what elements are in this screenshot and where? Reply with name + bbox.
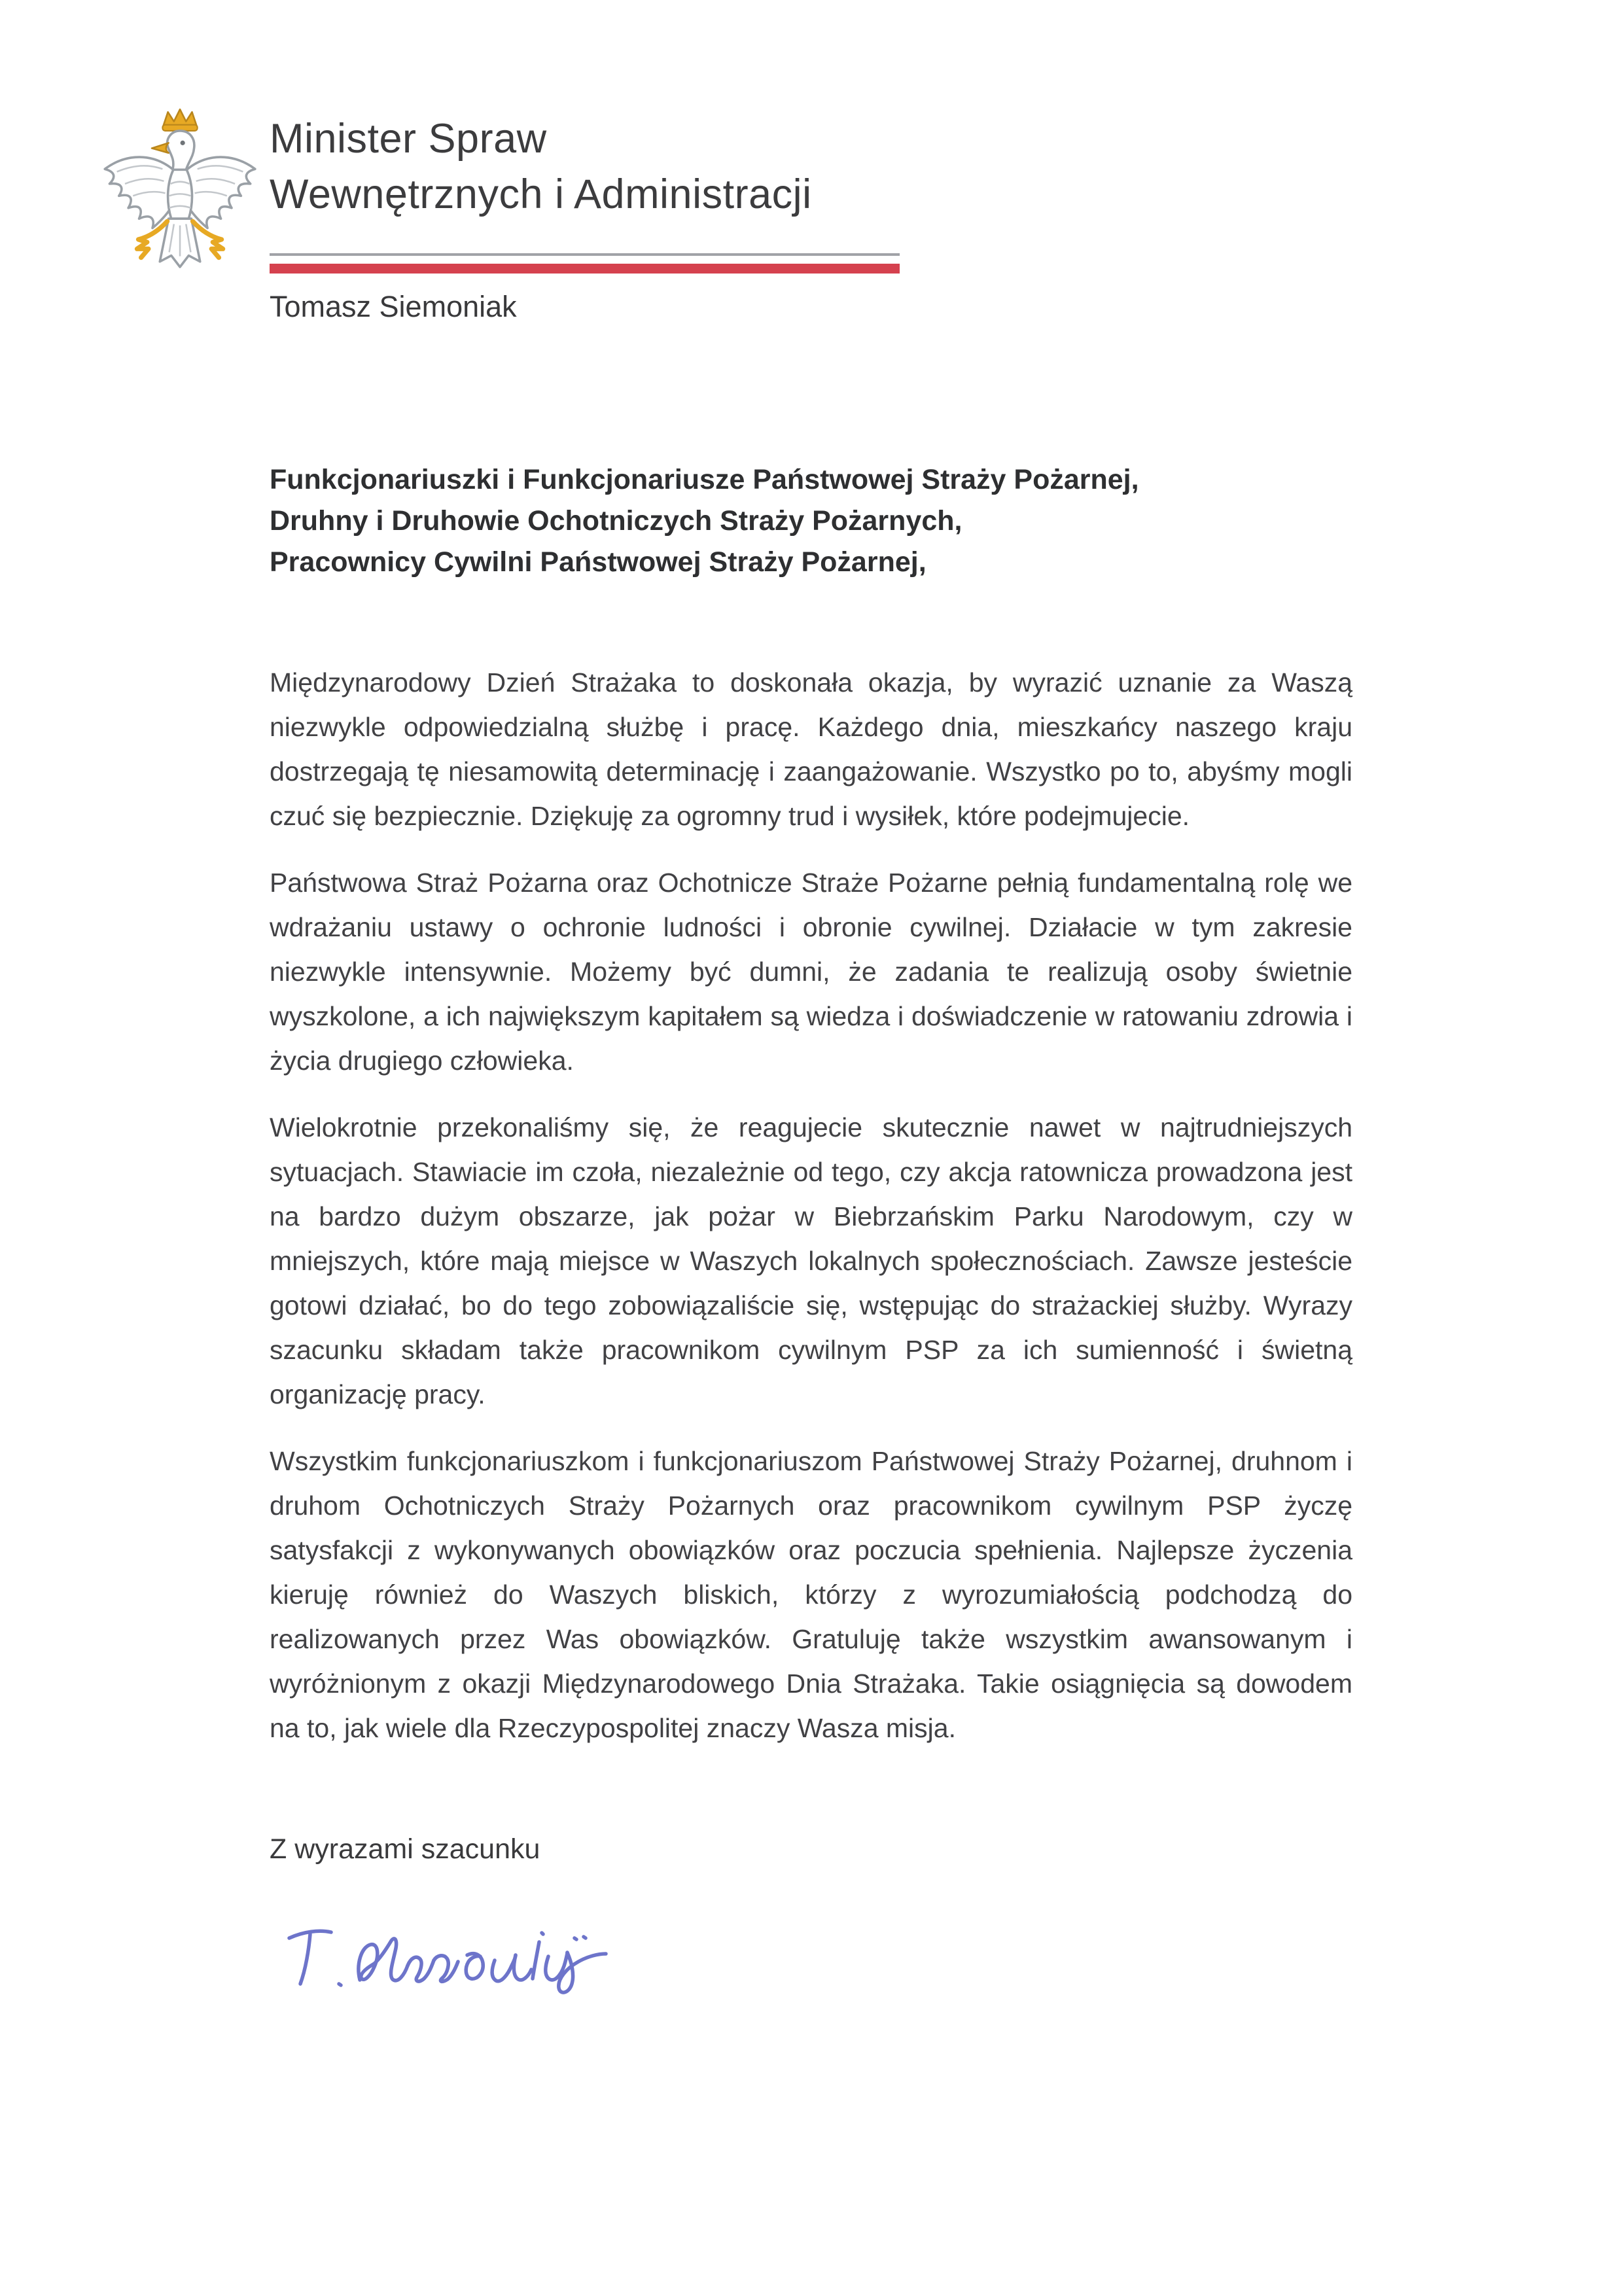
minister-name: Tomasz Siemoniak: [270, 290, 517, 323]
salutation: [270, 459, 1352, 583]
salutation-line-1: Funkcjonariuszki i Funkcjonariusze Państwowej Straży Pożarnej,: [270, 464, 1139, 495]
letter-paragraph-1: Międzynarodowy Dzień Strażaka to doskonała okazja, by wyrazić uznanie za Waszą niezwykle odpowiedzialną służbę i pracę. Każdego dnia, mieszkańcy naszego kraju dostrzegają tę niesamowitą determinację i zaangażowanie. Wszystko po to, abyśmy mogli czuć się bezpiecznie. Dziękuję za ogromny trud i wysiłek, które podejmujecie.: [270, 667, 1352, 831]
ministry-title-line1: Minister Spraw: [270, 116, 547, 162]
letter-paragraph-2: Państwowa Straż Pożarna oraz Ochotnicze Straże Pożarne pełnią fundamentalną rolę we wdrażaniu ustawy o ochronie ludności i obronie cywilnej. Działacie w tym zakresie niezwykle intensywnie. Możemy być dumni, że zadania te realizują osoby świetnie wyszkolone, a ich największym kapitałem są wiedza i doświadczenie w ratowaniu zdrowia i życia drugiego człowieka.: [270, 868, 1352, 1076]
closing-phrase: Z wyrazami szacunku: [270, 1833, 540, 1865]
letter-paragraph-3: Wielokrotnie przekonaliśmy się, że reagujecie skutecznie nawet w najtrudniejszych sytuacjach. Stawiacie im czoła, niezależnie od tego, czy akcja ratownicza prowadzona jest na bardzo dużym obszarze, jak pożar w Biebrzańskim Parku Narodowym, czy w mniejszych, które mają miejsce w Waszych lokalnych społecznościach. Zawsze jesteście gotowi działać, bo do tego zobowiązaliście się, wstępując do strażackiej służby. Wyrazy szacunku składam także pracownikom cywilnym PSP za ich sumienność i świetną organizację pracy.: [270, 1112, 1352, 1409]
signature-handwriting: [279, 1915, 645, 2006]
letterhead-red-rule: [270, 264, 900, 274]
eagle-icon: [98, 106, 259, 308]
salutation-line-2: Druhny i Druhowie Ochotniczych Straży Pożarnych,: [270, 505, 962, 537]
letterhead-gray-rule: [270, 253, 900, 256]
letter-body: [270, 459, 1352, 2006]
salutation-line-3: Pracownicy Cywilni Państwowej Straży Pożarnej,: [270, 546, 927, 578]
ministry-title: [270, 111, 812, 222]
ministry-title-line2: Wewnętrznych i Administracji: [270, 171, 812, 217]
polish-eagle-emblem: [98, 106, 259, 310]
signature-ink-icon: [279, 1915, 645, 2006]
letter-paragraph-4: Wszystkim funkcjonariuszkom i funkcjonariuszom Państwowej Straży Pożarnej, druhnom i druhom Ochotniczych Straży Pożarnych oraz pracownikom cywilnym PSP życzę satysfakcji z wykonywanych obowiązków oraz poczucia spełnienia. Najlepsze życzenia kieruję również do Waszych bliskich, którzy z wyrozumiałością podchodzą do realizowanych przez Was obowiązków. Gratuluję także wszystkim awansowanym i wyróżnionym z okazji Międzynarodowego Dnia Strażaka. Takie osiągnięcia są dowodem na to, jak wiele dla Rzeczypospolitej znaczy Wasza misja.: [270, 1446, 1352, 1743]
